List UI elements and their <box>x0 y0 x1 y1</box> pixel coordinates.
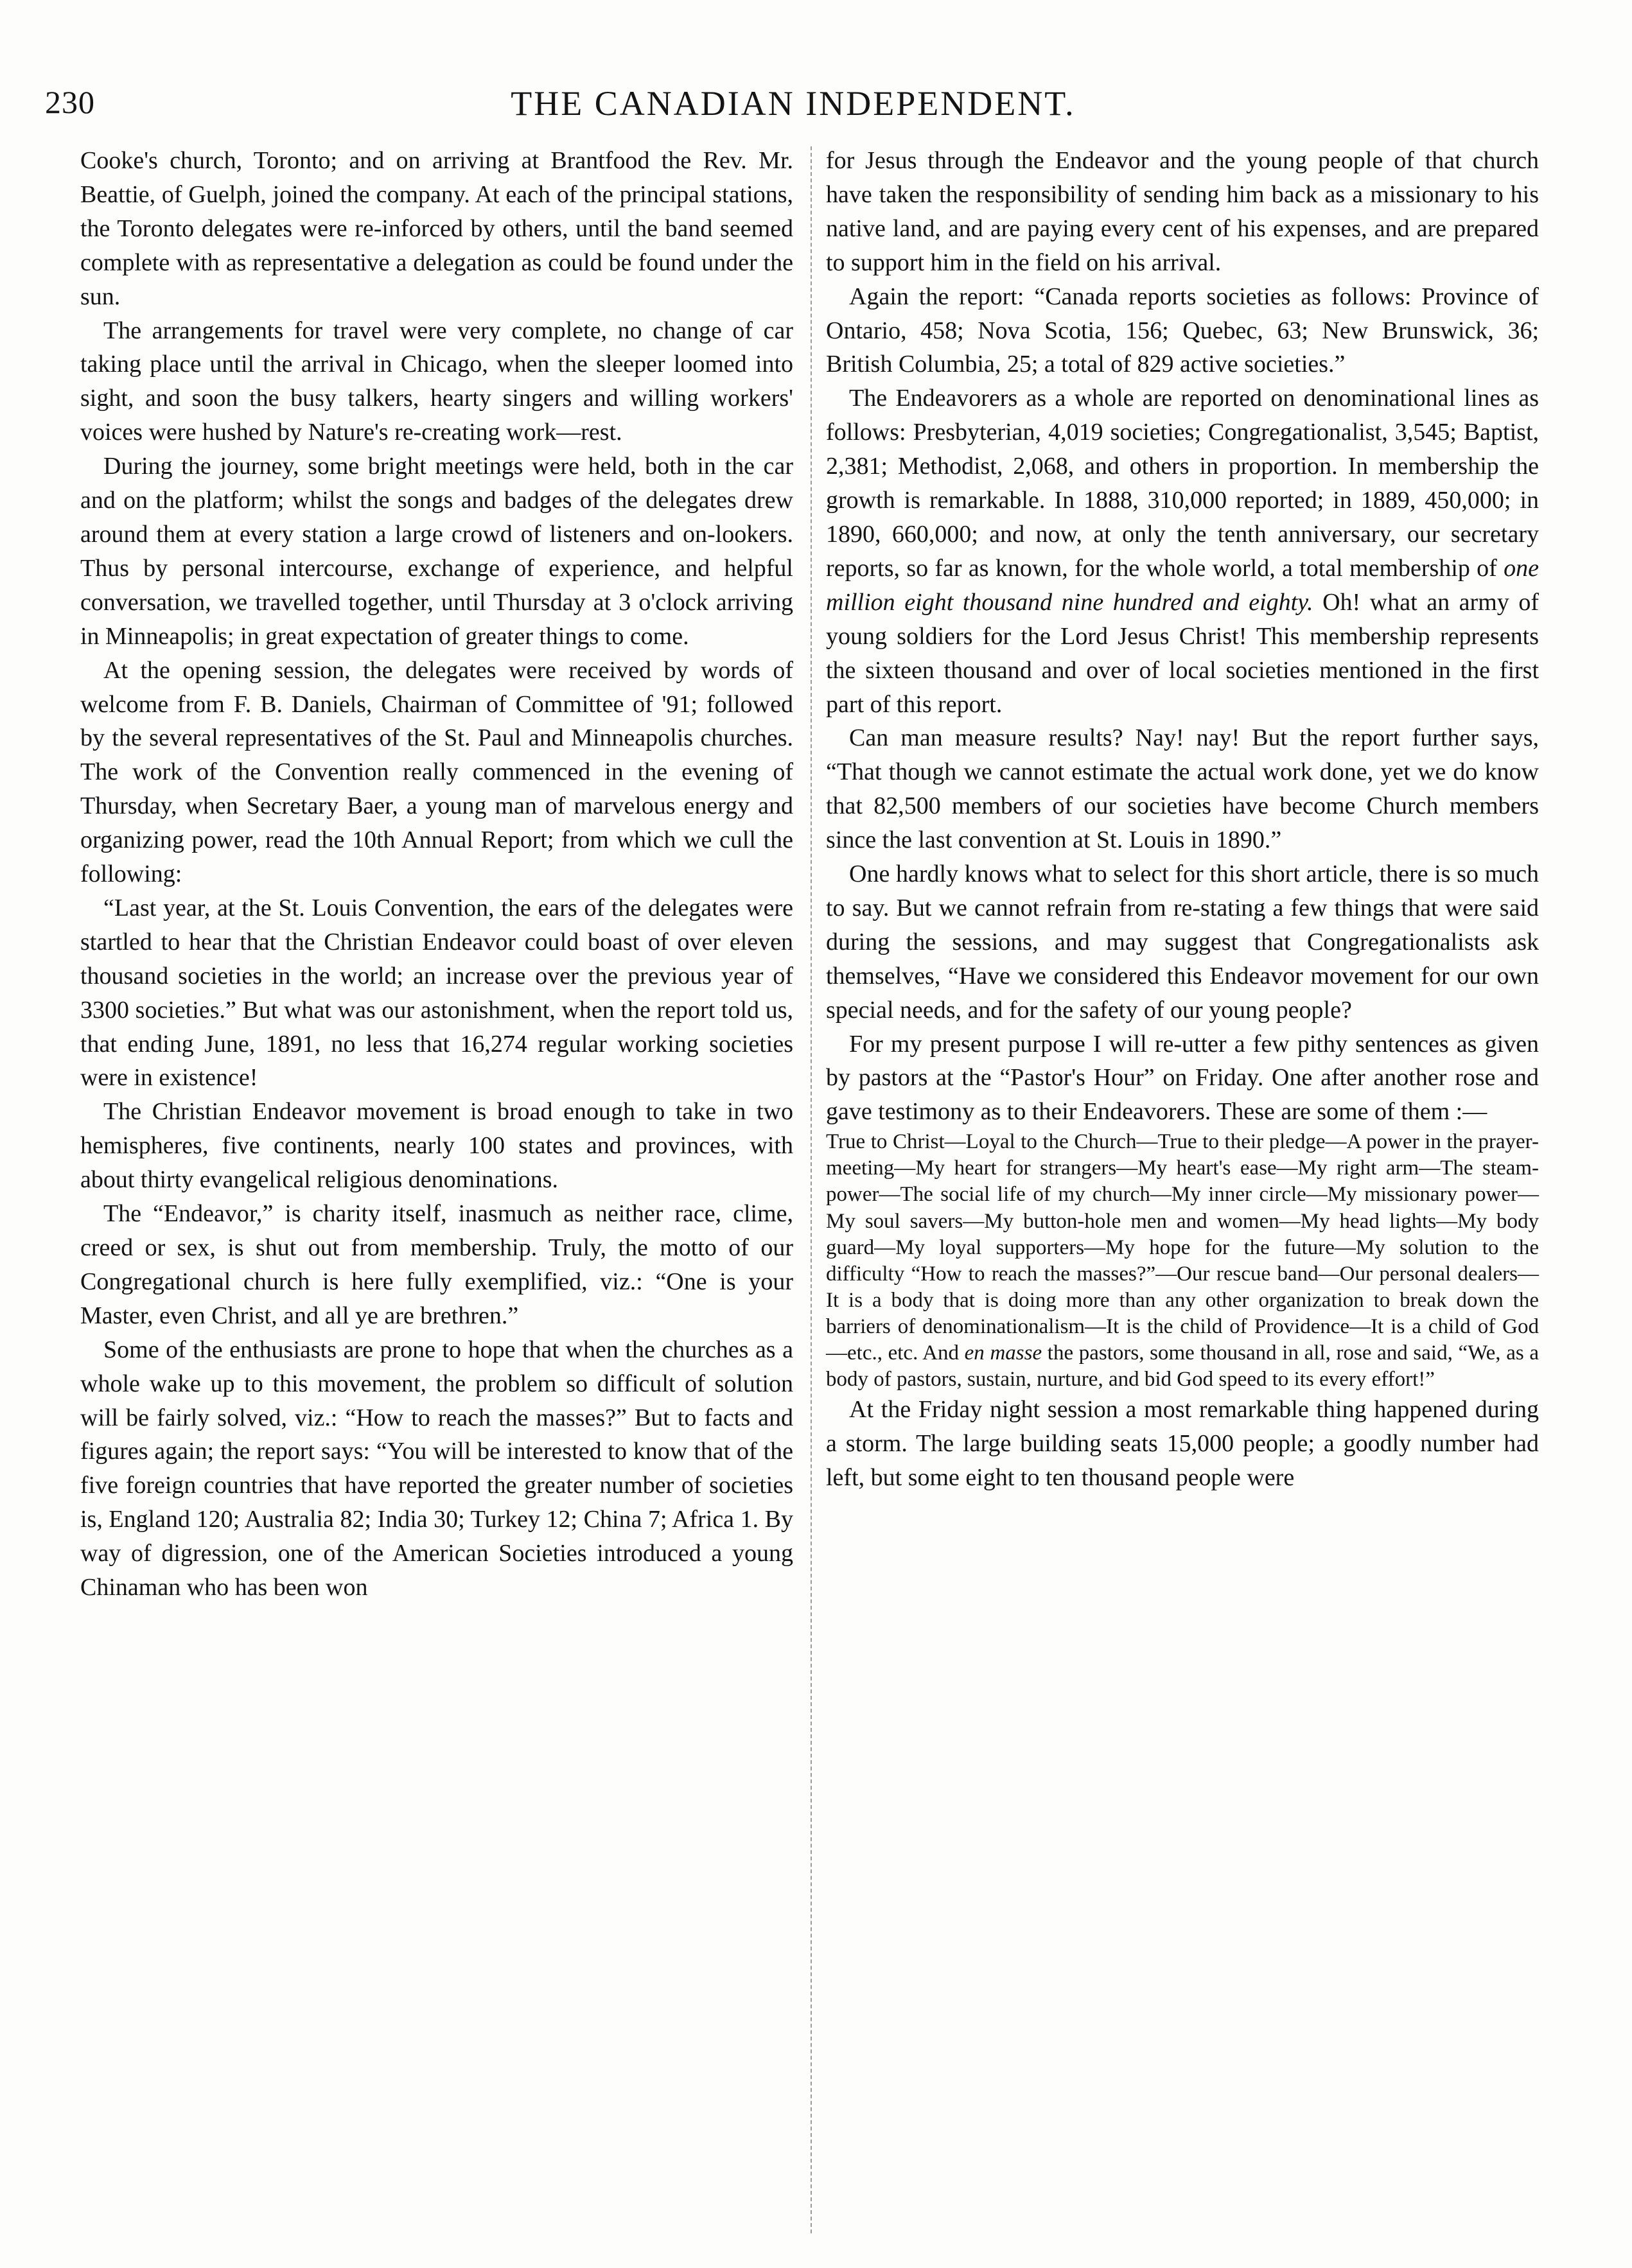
right-paragraph-4: Can man measure results? Nay! nay! But the report further says, “That though we cannot estimate the actual work done, yet we do know that 82,500 members of our societies have become Church members since the last convention at St. Louis in 1890.” <box>826 724 1539 854</box>
right-paragraph-5: One hardly knows what to select for this short article, there is so much to say. But we cannot refrain from re-stating a few things that were said during the sessions, and may suggest that Congregationalists ask themselves, “Have we considered this Endeavor movement for our own special needs, and for the safety of our young people? <box>826 860 1539 1024</box>
right-paragraph-3 <box>826 381 1539 721</box>
left-paragraph-2: The arrangements for travel were very complete, no change of car taking place until the arrival in Chicago, when the sleeper loomed into sight, and soon the busy talkers, hearty singers and willing workers' voices were hushed by Nature's re-creating work—rest. <box>80 317 793 446</box>
left-paragraph-4: At the opening session, the delegates were received by words of welcome from F. B. Daniels, Chairman of Committee of '91; followed by the several representatives of the St. Paul and Minneapolis churches. The work of the Convention really commenced in the evening of Thursday, when Secretary Baer, a young man of marvelous energy and organizing power, read the 10th Annual Report; from which we cull the following: <box>80 656 793 888</box>
left-column <box>80 144 793 1605</box>
left-paragraph-7: The “Endeavor,” is charity itself, inasmuch as neither race, clime, creed or sex, is shut out from membership. Truly, the motto of our Congregational church is here fully exemplified, viz.: “One is your Master, even Christ, and all ye are brethren.” <box>80 1200 793 1329</box>
right-paragraph-6: For my present purpose I will re-utter a few pithy sentences as given by pastors at the “Pastor's Hour” on Friday. One after another rose and gave testimony as to their Endeavorers. These are some of them :— <box>826 1030 1539 1126</box>
left-paragraph-8: Some of the enthusiasts are prone to hope that when the churches as a whole wake up to this movement, the problem so difficult of solution will be fairly solved, viz.: “How to reach the masses?” But to facts and figures again; the report says: “You will be interested to know that of the five foreign countries that have reported the greater number of societies is, England 120; Australia 82; India 30; Turkey 12; China 7; Africa 1. By way of digression, one of the American Societies introduced a young Chinaman who has been won <box>80 1336 793 1601</box>
right-paragraph-1: for Jesus through the Endeavor and the young people of that church have taken the responsibility of sending him back as a missionary to his native land, and are paying every cent of his expenses, and are prepared to support him in the field on his arrival. <box>826 147 1539 276</box>
journal-title: THE CANADIAN INDEPENDENT. <box>511 84 1076 123</box>
page-number: 230 <box>45 84 95 120</box>
left-paragraph-3: During the journey, some bright meetings were held, both in the car and on the platform; whilst the songs and badges of the delegates drew around them at every station a large crowd of listeners and on-lookers. Thus by personal intercourse, exchange of experience, and helpful conversation, we travelled together, until Thursday at 3 o'clock arriving in Minneapolis; in great expectation of greater things to come. <box>80 453 793 650</box>
right-paragraph-2: Again the report: “Canada reports societies as follows: Province of Ontario, 458; Nova Scotia, 156; Quebec, 63; New Brunswick, 36; British Columbia, 25; a total of 829 active societies.” <box>826 283 1539 378</box>
column-divider <box>811 146 812 2233</box>
right-paragraph-7: At the Friday night session a most remarkable thing happened during a storm. The large building seats 15,000 people; a goodly number had left, but some eight to ten thousand people were <box>826 1396 1539 1492</box>
page-header <box>45 83 1541 135</box>
quote-text-end: the pastors, some thousand in all, rose and said, “We, as a body of pastors, sustain, nurture, and bid God speed to its every effort!” <box>826 1341 1539 1391</box>
left-paragraph-5: “Last year, at the St. Louis Convention, the ears of the delegates were startled to hear that the Christian Endeavor could boast of over eleven thousand societies in the world; an increase over the previous year of 3300 societies.” But what was our astonishment, when the report told us, that ending June, 1891, no less that 16,274 regular working societies were in existence! <box>80 894 793 1092</box>
membership-total-italic: one million eight thousand nine hundred and eighty. <box>826 554 1540 616</box>
membership-text-end: Oh! what an army of young soldiers for the Lord Jesus Christ! This membership represents the sixteen thousand and over of local societies mentioned in the first part of this report. <box>826 588 1540 718</box>
quote-italic-phrase: en masse <box>964 1341 1042 1365</box>
pastors-testimony-quote <box>826 1129 1539 1393</box>
left-paragraph-6: The Christian Endeavor movement is broad enough to take in two hemispheres, five continents, nearly 100 states and provinces, with about thirty evangelical religious denominations. <box>80 1098 793 1194</box>
left-paragraph-1: Cooke's church, Toronto; and on arriving at Brantfood the Rev. Mr. Beattie, of Guelph, joined the company. At each of the principal stations, the Toronto delegates were re-inforced by others, until the band seemed complete with as representative a delegation as could be found under the sun. <box>80 147 793 310</box>
right-column <box>826 144 1539 1495</box>
quote-text-start: True to Christ—Loyal to the Church—True to their pledge—A power in the prayer-meeting—My heart for strangers—My heart's ease—My right arm—The steam-power—The social life of my church—My inner circle—My missionary power—My soul savers—My button-hole men and women—My head lights—My body guard—My loyal supporters—My hope for the future—My solution to the difficulty “How to reach the masses?”—Our rescue band—Our personal dealers—It is a body that is doing more than any other organization to break down the barriers of denominationalism—It is the child of Providence—It is a child of God—etc., etc. And <box>826 1130 1539 1365</box>
membership-text-start: The Endeavorers as a whole are reported on denominational lines as follows: Presbyterian, 4,019 societies; Congregationalist, 3,545; Baptist, 2,381; Methodist, 2,068, and others in proportion. In membership the growth is remarkable. In 1888, 310,000 reported; in 1889, 450,000; in 1890, 660,000; and now, at only the tenth anniversary, our secretary reports, so far as known, for the whole world, a total membership of <box>826 385 1539 582</box>
